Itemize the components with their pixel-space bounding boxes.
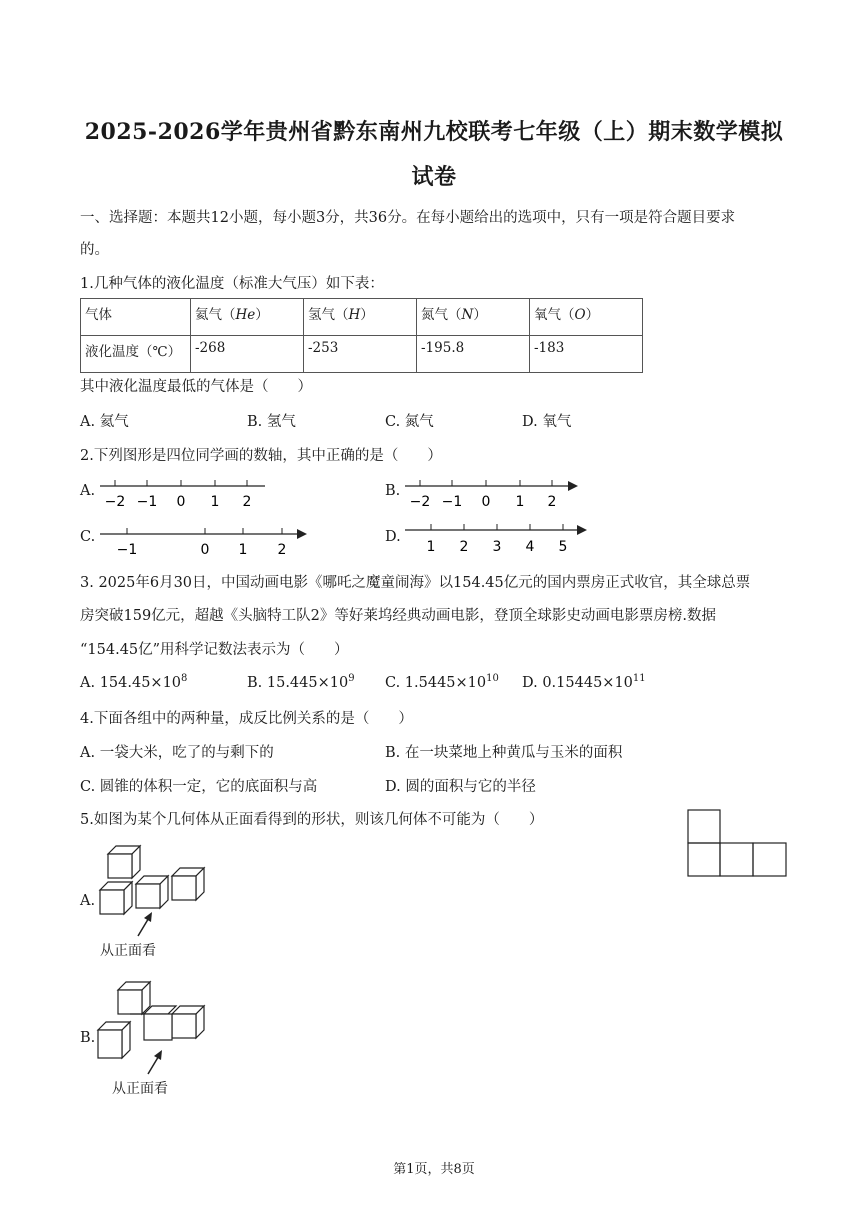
table-cell: -253 (304, 336, 417, 373)
table-cell: -195.8 (417, 336, 530, 373)
question-2-stem: 2.下列图形是四位同学画的数轴，其中正确的是（ ） (80, 448, 442, 464)
question-5-stem: 5.如图为某个几何体从正面看得到的形状，则该几何体不可能为（ ） (80, 812, 544, 828)
exam-title-line1: 2025-2026学年贵州省黔东南州九校联考七年级（上）期末数学模拟 (84, 119, 784, 145)
page-footer: 第1页，共8页 (393, 1162, 475, 1177)
view-caption: 从正面看 (100, 943, 156, 959)
number-line-b (400, 474, 585, 516)
option-a-label[interactable]: A. (80, 483, 96, 499)
option-b[interactable]: B. 在一块菜地上种黄瓜与玉米的面积 (385, 745, 623, 761)
table-cell: 氮气（N） (417, 299, 530, 336)
tick-label: 1 (238, 542, 248, 558)
arrow-icon (130, 910, 160, 940)
question-3-line3: “154.45亿”用科学记数法表示为（ ） (80, 642, 349, 658)
question-1-stem: 1.几种气体的液化温度（标准大气压）如下表： (80, 276, 384, 292)
gas-table (80, 298, 643, 373)
table-cell: 氢气（H） (304, 299, 417, 336)
table-cell: 液化温度（℃） (81, 336, 191, 373)
tick-label: 2 (459, 539, 469, 555)
tick-label: 2 (277, 542, 287, 558)
option-d-label[interactable]: D. (385, 529, 401, 545)
option-d[interactable]: D. 氧气 (522, 414, 572, 430)
table-cell: -268 (191, 336, 304, 373)
option-c[interactable]: C. 圆锥的体积一定，它的底面积与高 (80, 779, 318, 795)
number-line-c (95, 520, 315, 562)
tick-label: −1 (441, 494, 463, 510)
option-a[interactable]: A. $154.45\times 10^8$ (80, 673, 188, 691)
question-4-stem: 4.下面各组中的两种量，成反比例关系的是（ ） (80, 711, 413, 727)
option-d[interactable]: D. 圆的面积与它的半径 (385, 779, 536, 795)
table-row (81, 336, 643, 373)
tick-label: −2 (104, 494, 126, 510)
option-b-label[interactable]: B. (385, 483, 401, 499)
tick-label: 1 (515, 494, 525, 510)
option-a-label[interactable]: A. (80, 893, 96, 909)
tick-label: −1 (116, 542, 138, 558)
tick-label: −2 (409, 494, 431, 510)
question-3-line2: 房突破159亿元，超越《头脑特工队2》等好莱坞经典动画电影，登顶全球影史动画电影票房榜.数据 (80, 608, 717, 624)
option-c-label[interactable]: C. (80, 529, 96, 545)
front-view-figure (686, 808, 790, 880)
tick-label: −1 (136, 494, 158, 510)
question-1-prompt: 其中液化温度最低的气体是（ ） (80, 379, 312, 395)
question-3-line1: 3. 2025年6月30日，中国动画电影《哪吒之魔童闹海》以154.45亿元的国内票房正式收官，其全球总票 (80, 575, 751, 591)
table-cell: 氧气（O） (530, 299, 643, 336)
option-c[interactable]: C. $1.5445\times 10^{10}$ (385, 673, 499, 691)
option-a[interactable]: A. 氦气 (80, 414, 129, 430)
arrow-icon (140, 1048, 170, 1078)
section-heading: 一、选择题：本题共12小题，每小题3分，共36分。在每小题给出的选项中，只有一项是符合题目要求 (80, 210, 736, 226)
tick-label: 5 (558, 539, 568, 555)
exam-title-line2: 试卷 (411, 164, 457, 190)
tick-label: 1 (426, 539, 436, 555)
tick-label: 0 (200, 542, 210, 558)
section-heading-cont: 的。 (80, 242, 109, 258)
tick-label: 0 (176, 494, 186, 510)
tick-label: 1 (210, 494, 220, 510)
option-d[interactable]: D. $0.15445\times 10^{11}$ (522, 673, 646, 691)
table-cell: -183 (530, 336, 643, 373)
option-b[interactable]: B. 氢气 (247, 414, 296, 430)
table-header-row (81, 299, 643, 336)
option-c[interactable]: C. 氮气 (385, 414, 434, 430)
table-cell: 氦气（He） (191, 299, 304, 336)
tick-label: 3 (492, 539, 502, 555)
tick-label: 0 (481, 494, 491, 510)
option-a[interactable]: A. 一袋大米，吃了的与剩下的 (80, 745, 274, 761)
tick-label: 4 (525, 539, 535, 555)
view-caption: 从正面看 (112, 1081, 168, 1097)
tick-label: 2 (547, 494, 557, 510)
option-b-label[interactable]: B. (80, 1030, 96, 1046)
tick-label: 2 (242, 494, 252, 510)
number-line-d (400, 518, 590, 560)
number-line-a (95, 474, 275, 516)
option-b[interactable]: B. $15.445\times 10^9$ (247, 673, 355, 691)
table-cell: 气体 (81, 299, 191, 336)
